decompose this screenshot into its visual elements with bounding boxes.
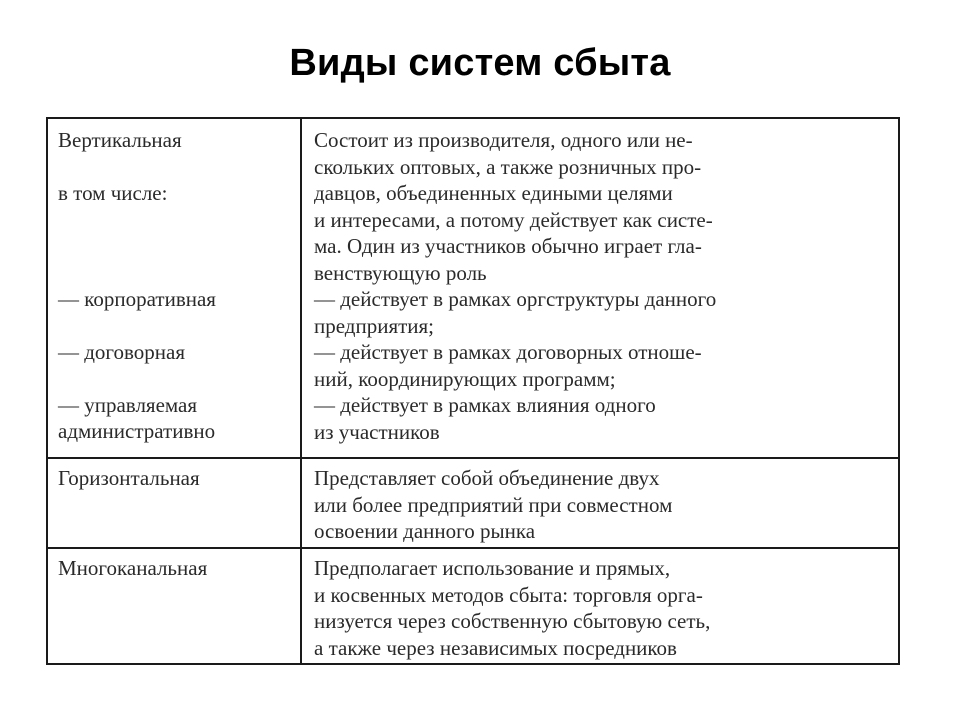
row-description-cell [314, 555, 896, 661]
description-line: из участников [314, 419, 440, 444]
description-line: Предполагает использование и прямых, [314, 556, 671, 580]
column-divider [300, 119, 302, 457]
description-line: и косвенных методов сбыта: торговля орга- [314, 582, 703, 607]
type-label-vertical: Вертикальная [58, 128, 182, 152]
row-description-cell [314, 465, 896, 545]
description-line: или более предприятий при совместном [314, 492, 673, 517]
row-description-cell [314, 127, 896, 445]
row-type-cell [58, 555, 296, 582]
column-divider [300, 549, 302, 663]
sales-systems-table [46, 117, 900, 665]
description-line: — действует в рамках оргструктуры данного [314, 287, 717, 311]
description-line: ма. Один из участников обычно играет гла- [314, 234, 702, 258]
description-line: и интересами, а потому действует как систе- [314, 207, 713, 232]
description-line: ний, координирующих программ; [314, 366, 616, 391]
description-line: а также через независимых посредников [314, 635, 677, 660]
table-row-horizontal [48, 459, 898, 549]
table-row-multichannel [48, 549, 898, 663]
page-title: Виды систем сбыта [289, 42, 671, 84]
type-label-multichannel: Многоканальная [58, 556, 208, 580]
column-divider [300, 459, 302, 547]
description-line: освоении данного рынка [314, 519, 536, 543]
description-line: давцов, объединенных едиными целями [314, 181, 673, 205]
description-line: венствующую роль [314, 260, 487, 285]
subtype-corporate: — корпоративная [58, 287, 216, 311]
table-row-vertical [48, 119, 898, 459]
subtype-administered: — управляемая [58, 393, 198, 417]
subtype-administered-cont: административно [58, 419, 216, 443]
row-type-cell [58, 127, 296, 457]
row-type-cell [58, 465, 296, 492]
description-line: скольких оптовых, а также розничных про- [314, 154, 702, 179]
description-line: Состоит из производителя, одного или не- [314, 128, 693, 152]
description-line: — действует в рамках влияния одного [314, 393, 656, 417]
subtype-contractual: — договорная [58, 340, 186, 364]
description-line: предприятия; [314, 313, 435, 338]
subheader-label: в том числе: [58, 181, 168, 205]
description-line: низуется через собственную сбытовую сеть, [314, 609, 711, 633]
description-line: Представляет собой объединение двух [314, 466, 660, 490]
type-label-horizontal: Горизонтальная [58, 466, 200, 490]
description-line: — действует в рамках договорных отноше- [314, 340, 702, 364]
